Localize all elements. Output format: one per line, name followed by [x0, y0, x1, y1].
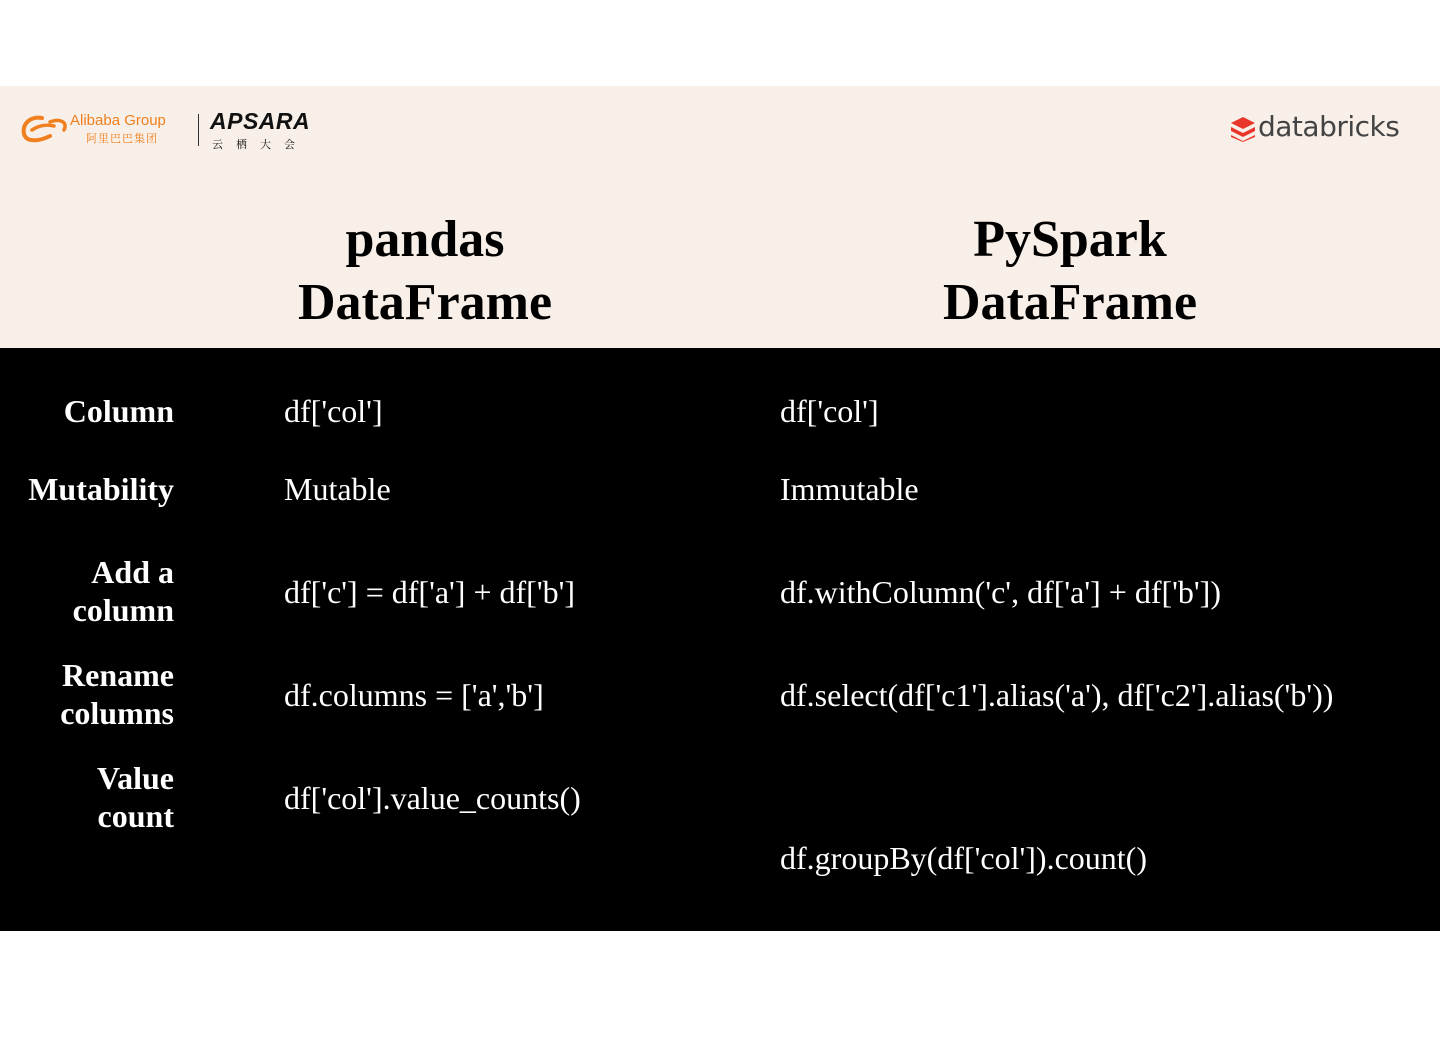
- alibaba-group-logo: [20, 108, 192, 152]
- row-label-column: [64, 392, 174, 430]
- pandas-cell-rename-columns: [284, 675, 544, 715]
- cell-line: Mutable: [284, 471, 391, 507]
- heading-line: DataFrame: [942, 274, 1198, 331]
- pandas-cell-mutability: [284, 469, 391, 509]
- pyspark-cell-column: [780, 391, 879, 431]
- apsara-chinese-name: 云栖大会: [212, 138, 308, 151]
- heading-line: pandas: [345, 211, 505, 268]
- row-label-line: Value: [96, 760, 174, 796]
- cell-line: df.select(df['c1'].alias('a'), df['c2'].alias('b')): [780, 677, 1334, 713]
- cell-line: df.groupBy(df['col']).count(): [780, 840, 1147, 876]
- cell-line: Immutable: [780, 471, 919, 507]
- row-label-rename-columns: [60, 656, 174, 732]
- row-label-value-count: [97, 759, 174, 835]
- cell-line: df['col'].value_counts(): [284, 780, 581, 816]
- cell-line: df.withColumn('c', df['a'] + df['b']): [780, 574, 1221, 610]
- pyspark-cell-rename-columns: [780, 675, 1333, 715]
- cell-line: df['c'] = df['a'] + df['b']: [284, 574, 575, 610]
- pandas-cell-value-count: [284, 778, 581, 818]
- apsara-conference-logo: [210, 108, 314, 152]
- pyspark-cell-mutability: [780, 469, 919, 509]
- cell-line: .orderBy('count', ascending = False): [780, 960, 1259, 996]
- pandas-dataframe-heading: [165, 208, 685, 334]
- alibaba-group-name: Alibaba Group: [70, 112, 166, 129]
- row-label-line: column: [72, 592, 174, 628]
- heading-line: DataFrame: [297, 274, 553, 331]
- pyspark-dataframe-heading: [810, 208, 1330, 334]
- apsara-name: APSARA: [210, 108, 311, 134]
- cell-line: df['col']: [284, 393, 383, 429]
- row-label-line: columns: [60, 695, 174, 731]
- row-label-mutability: [28, 470, 174, 508]
- logo-divider: [198, 114, 199, 146]
- row-label-line: Add a: [91, 554, 174, 590]
- pandas-cell-add-column: [284, 572, 575, 612]
- row-label-add-column: [73, 553, 174, 629]
- cell-line: df['col']: [780, 393, 879, 429]
- pyspark-cell-add-column: [780, 572, 1221, 612]
- cell-line: df.columns = ['a','b']: [284, 677, 544, 713]
- row-label-line: Rename: [62, 657, 174, 693]
- databricks-logo: [1230, 110, 1420, 146]
- alibaba-group-chinese-name: 阿里巴巴集团: [86, 132, 158, 145]
- databricks-layers-icon: [1230, 116, 1256, 142]
- pandas-cell-column: [284, 391, 383, 431]
- alibaba-smile-icon: [20, 112, 72, 146]
- databricks-name: databricks: [1258, 110, 1400, 143]
- row-label-line: Column: [63, 393, 174, 429]
- row-label-line: count: [97, 798, 174, 834]
- row-label-line: Mutability: [28, 471, 174, 507]
- heading-line: PySpark: [973, 211, 1167, 268]
- pyspark-cell-value-count: [780, 758, 1258, 1038]
